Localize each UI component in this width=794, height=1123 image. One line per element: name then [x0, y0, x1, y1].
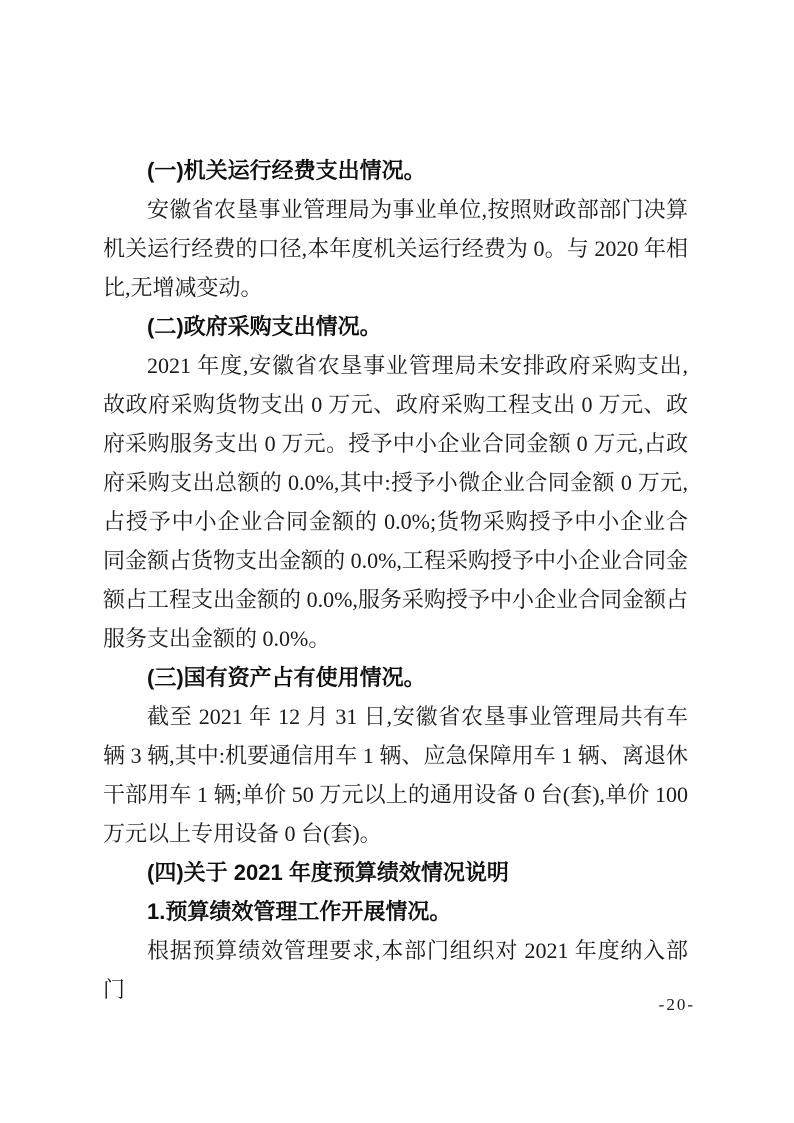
section-1-paragraph: 安徽省农垦事业管理局为事业单位,按照财政部部门决算机关运行经费的口径,本年度机关运行经费为 0。与 2020 年相比,无增减变动。 — [103, 197, 688, 300]
section-3-paragraph: 截至 2021 年 12 月 31 日,安徽省农垦事业管理局共有车辆 3 辆,其中:机要通信用车 1 辆、应急保障用车 1 辆、离退休干部用车 1 辆;单价 50 万元以上的通用设备 0 台(套),单价 100 万元以上专用设备 0 台(套)。 — [103, 704, 688, 846]
section-4-subheading: 1.预算绩效管理工作开展情况。 — [147, 899, 452, 924]
page-number: -20- — [658, 995, 695, 1014]
section-2-heading: (二)政府采购支出情况。 — [147, 314, 382, 339]
section-2-paragraph: 2021 年度,安徽省农垦事业管理局未安排政府采购支出,故政府采购货物支出 0 万元、政府采购工程支出 0 万元、政府采购服务支出 0 万元。授予中小企业合同金额 0 万元,占政府采购支出总额的 0.0%,其中:授予小微企业合同金额 0 万元,占授予中小企业合同金额的 0.0%;货物采购授予中小企业合同金额占货物支出金额的 0.0%,工程采购授予中小企业合同金额占工程支出金额的 0.0%,服务采购授予中小企业合同金额占服务支出金额的 0.0%。 — [103, 353, 688, 651]
section-4-heading: (四)关于 2021 年度预算绩效情况说明 — [147, 860, 509, 885]
section-3-heading: (三)国有资产占有使用情况。 — [147, 665, 426, 690]
section-4-paragraph: 根据预算绩效管理要求,本部门组织对 2021 年度纳入部门 — [103, 938, 688, 1002]
document-content — [103, 151, 688, 1009]
section-1-heading: (一)机关运行经费支出情况。 — [147, 158, 426, 183]
